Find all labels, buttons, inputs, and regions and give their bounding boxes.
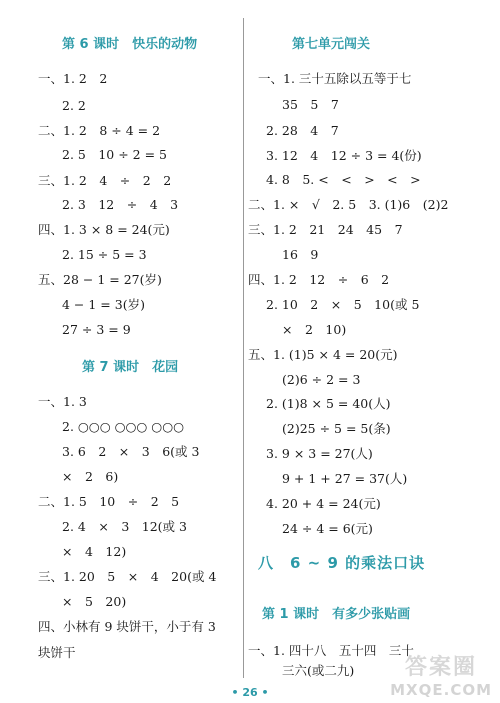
- answer-line: 24 ÷ 4 = 6(元): [282, 521, 373, 536]
- answer-line: 2. 28 4 7: [266, 123, 339, 138]
- answer-line: 五、28 − 1 = 27(岁): [38, 272, 162, 287]
- answer-line: 4 − 1 = 3(岁): [62, 297, 145, 312]
- answer-line: 2. ○○○ ○○○ ○○○: [62, 419, 185, 434]
- lesson-7-heading: 第 7 课时 花园: [82, 360, 179, 375]
- answer-line: 三、1. 20 5 × 4 20(或 4: [38, 569, 217, 584]
- answer-line: 16 9: [282, 247, 319, 262]
- answer-line: 35 5 7: [282, 97, 339, 112]
- answer-line: 2. 5 10 ÷ 2 = 5: [62, 147, 168, 162]
- page-number: • 26 •: [231, 686, 269, 699]
- answer-line: × 4 12): [62, 544, 127, 559]
- answer-line: 一、1. 2 2: [38, 71, 108, 86]
- answer-line: 27 ÷ 3 = 9: [62, 322, 131, 337]
- answer-line: × 5 20): [62, 594, 127, 609]
- answer-line: × 2 6): [62, 469, 119, 484]
- column-divider: [243, 18, 244, 678]
- answer-line: 四、1. 3 × 8 = 24(元): [38, 222, 170, 237]
- answer-line: (2)6 ÷ 2 = 3: [282, 372, 361, 387]
- answer-line: 3. 9 × 3 = 27(人): [266, 446, 373, 461]
- answer-line: 二、1. 5 10 ÷ 2 5: [38, 494, 180, 509]
- answer-line: 2. 4 × 3 12(或 3: [62, 519, 187, 534]
- answer-line: 一、1. 三十五除以五等于七: [258, 71, 412, 86]
- watermark-url: MXQE.COM: [390, 681, 492, 699]
- answer-line: 2. (1)8 × 5 = 40(人): [266, 396, 391, 411]
- answer-line: (2)25 ÷ 5 = 5(条): [282, 421, 391, 436]
- unit-7-review-heading: 第七单元闯关: [292, 37, 371, 52]
- answer-line: 一、1. 四十八 五十四 三十: [248, 643, 414, 658]
- answer-line: 五、1. (1)5 × 4 = 20(元): [248, 347, 398, 362]
- answer-line: 三六(或二九): [282, 663, 355, 678]
- answer-line: 四、小林有 9 块饼干，小于有 3: [38, 619, 216, 634]
- answer-line: 二、1. × √ 2. 5 3. (1)6 (2)2: [248, 197, 449, 212]
- answer-line: 一、1. 3: [38, 394, 87, 409]
- watermark: [390, 650, 492, 699]
- answer-line: × 2 10): [282, 322, 347, 337]
- lesson-6-heading: 第 6 课时 快乐的动物: [62, 37, 198, 52]
- answer-line: 4. 20 + 4 = 24(元): [266, 496, 381, 511]
- answer-line: 2. 3 12 ÷ 4 3: [62, 197, 179, 212]
- answer-line: 2. 2: [62, 98, 86, 113]
- answer-line: 3. 6 2 × 3 6(或 3: [62, 444, 200, 459]
- unit-8-heading: 八 6 ~ 9 的乘法口诀: [258, 554, 426, 572]
- answer-line: 9 + 1 + 27 = 37(人): [282, 471, 408, 486]
- answer-line: 二、1. 2 8 ÷ 4 = 2: [38, 123, 161, 138]
- lesson-1-heading: 第 1 课时 有多少张贴画: [262, 607, 411, 622]
- watermark-title: 答案圈: [405, 655, 478, 680]
- answer-line: 2. 15 ÷ 5 = 3: [62, 247, 147, 262]
- answer-line: 四、1. 2 12 ÷ 6 2: [248, 272, 390, 287]
- answer-line: 块饼干: [38, 645, 76, 660]
- answer-line: 三、1. 2 21 24 45 7: [248, 222, 403, 237]
- answer-line: 3. 12 4 12 ÷ 3 = 4(份): [266, 148, 422, 163]
- answer-line: 4. 8 5. < < > < >: [266, 172, 421, 187]
- answer-line: 三、1. 2 4 ÷ 2 2: [38, 173, 172, 188]
- answer-line: 2. 10 2 × 5 10(或 5: [266, 297, 420, 312]
